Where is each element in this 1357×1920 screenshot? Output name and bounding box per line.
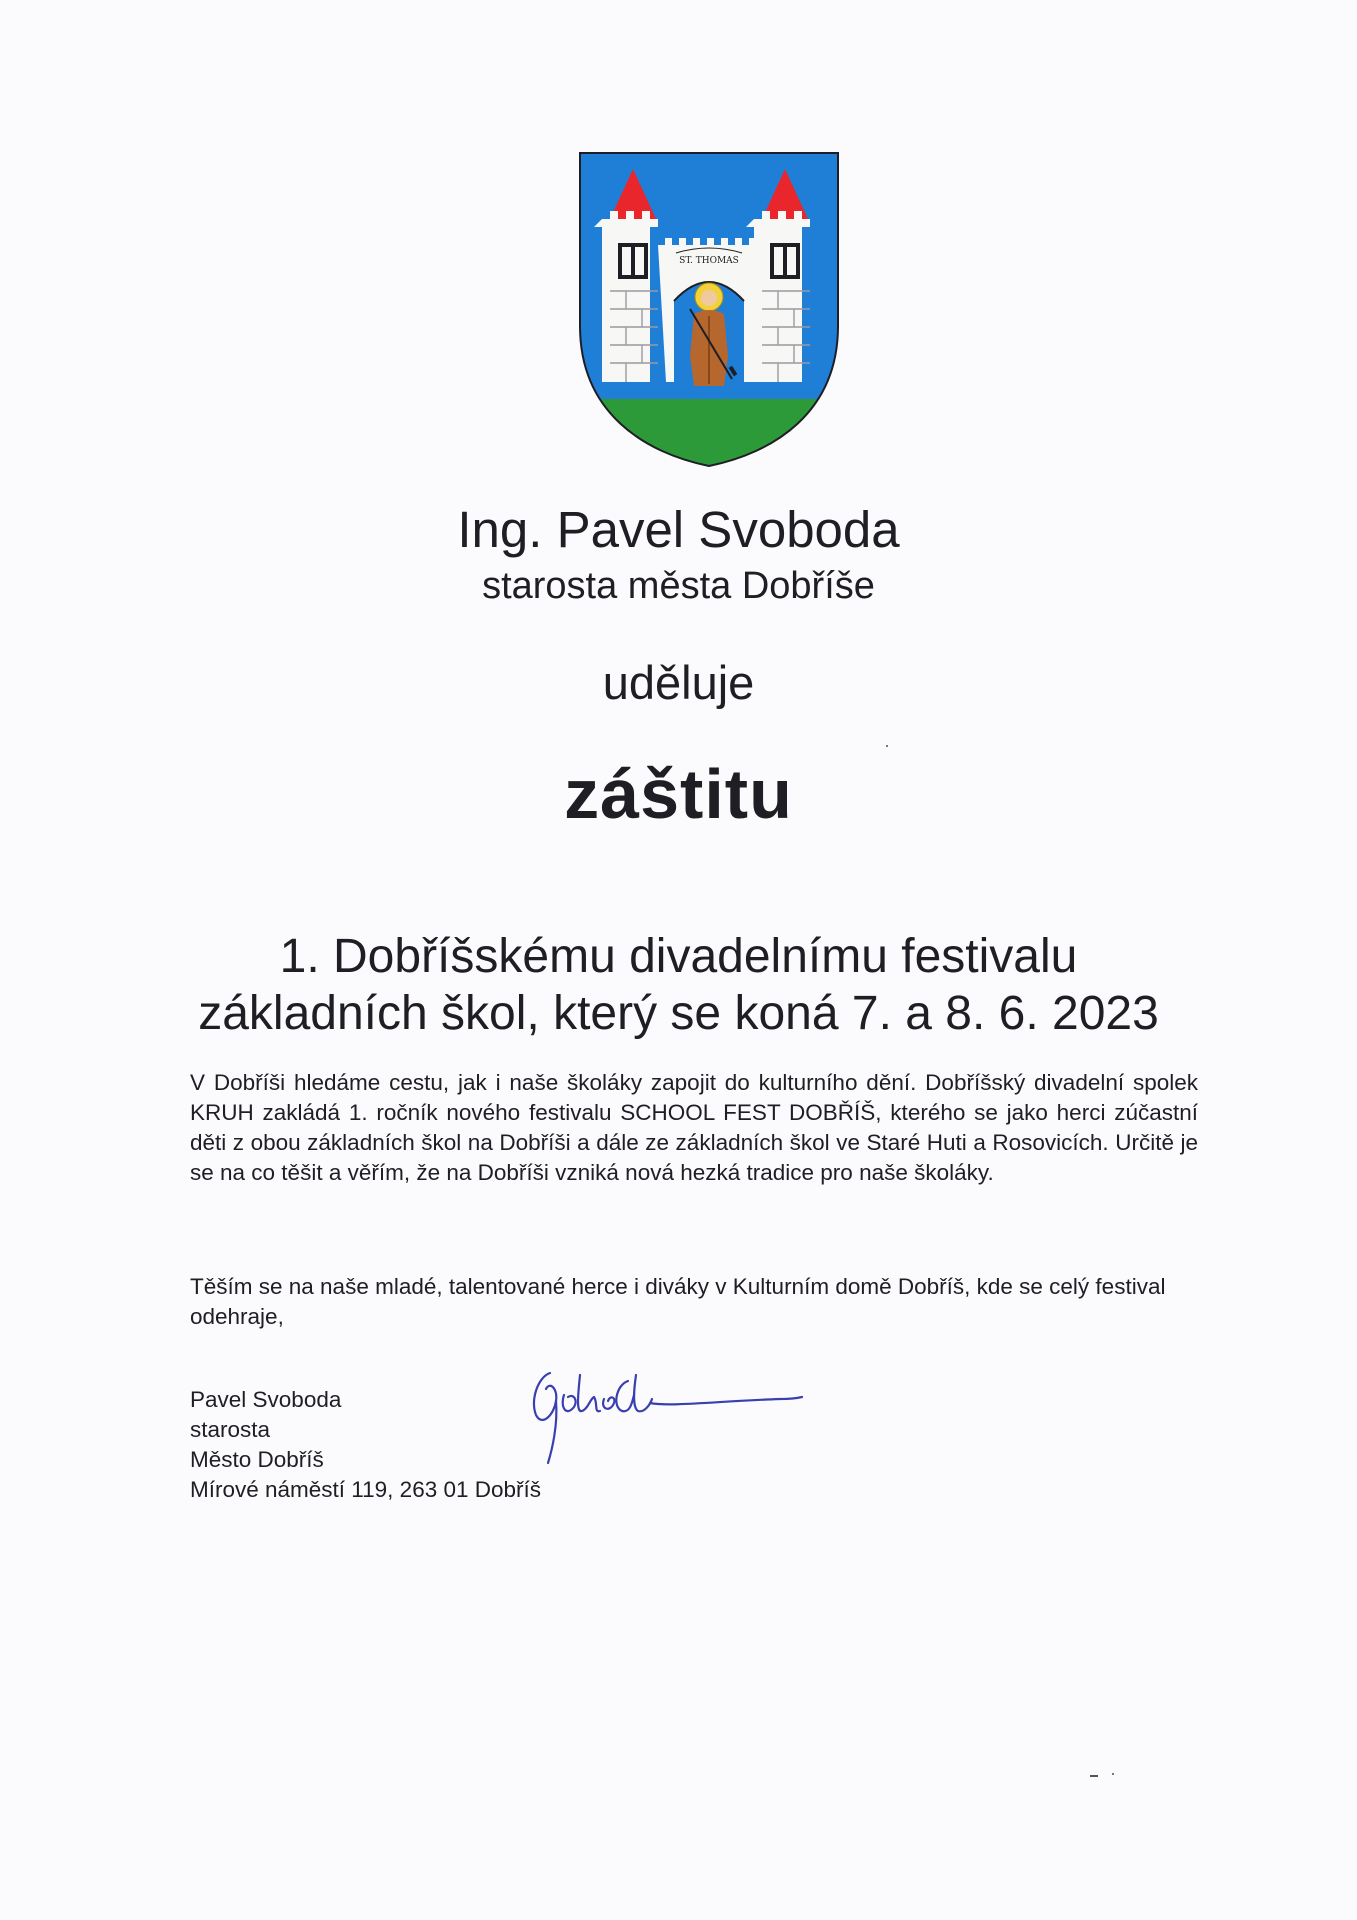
signer-town: Město Dobříš [190, 1447, 324, 1472]
patronage-title: záštitu [564, 755, 793, 833]
scan-speck [1112, 1773, 1114, 1775]
mayor-name: Ing. Pavel Svoboda [457, 501, 900, 558]
handwritten-signature [520, 1355, 820, 1465]
grants-verb: uděluje [602, 656, 755, 709]
body-paragraph-1: V Dobříši hledáme cestu, jak i naše školáky zapojit do kulturního dění. Dobříšský divadelní spolek KRUH zakládá 1. ročník nového festivalu SCHOOL FEST DOBŘÍŠ, kterého se jako herci zúčastní děti z obou základních škol na Dobříši a dále ze základních škol ve Staré Huti a Rosovicích. Určitě je se na co těšit a věřím, že na Dobříši vzniká nová hezká tradice pro naše školáky. [190, 1070, 1198, 1185]
crest-grass [578, 399, 840, 468]
coat-of-arms [578, 151, 840, 468]
crest-inscription: ST. THOMAS [679, 256, 739, 266]
festival-title-line-1: 1. Dobříšskému divadelnímu festivalu [279, 930, 1078, 983]
signer-name: Pavel Svoboda [190, 1387, 342, 1412]
signer-title: starosta [190, 1417, 271, 1442]
festival-title-line-2: základních škol, který se koná 7. a 8. 6. 2023 [198, 987, 1159, 1040]
mayor-role: starosta města Dobříše [482, 565, 875, 607]
signer-address: Mírové náměstí 119, 263 01 Dobříš [190, 1477, 542, 1502]
scan-speck [886, 745, 888, 747]
signature-block [190, 1385, 541, 1505]
scan-speck [1090, 1775, 1098, 1777]
body-paragraph-2: Těším se na naše mladé, talentované herce i diváky v Kulturním domě Dobříš, kde se celý festival odehraje, [190, 1274, 1166, 1329]
